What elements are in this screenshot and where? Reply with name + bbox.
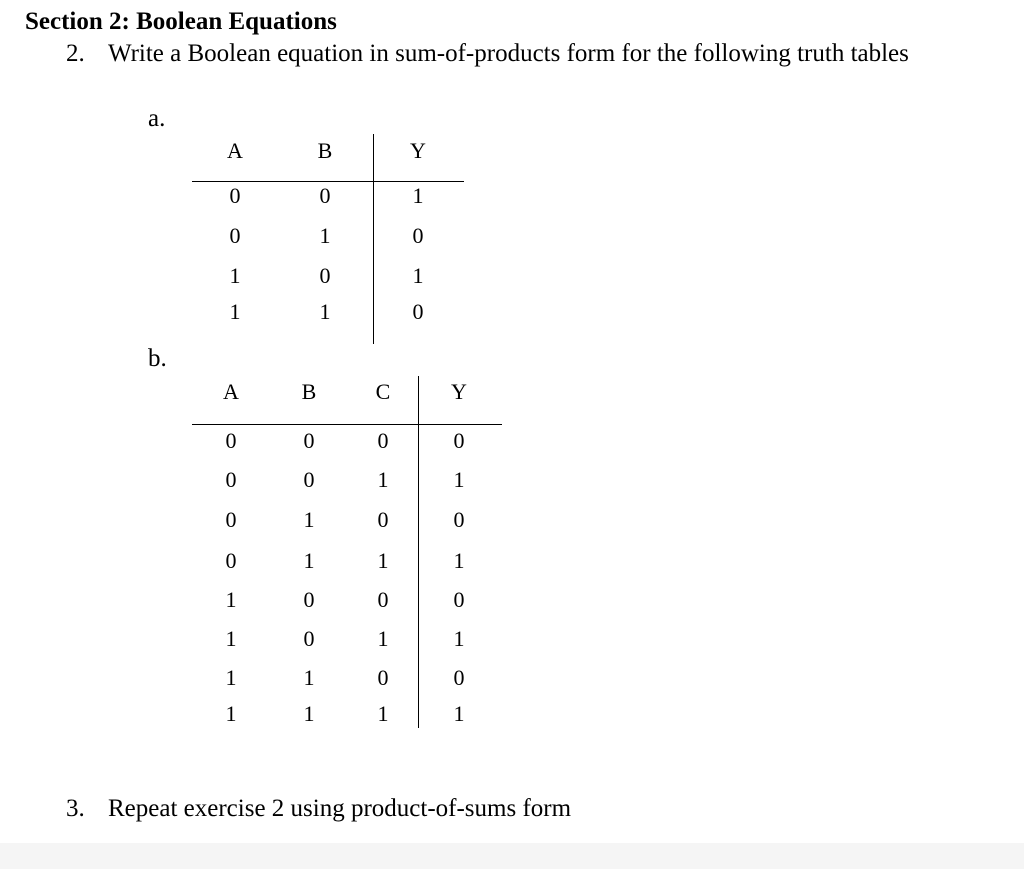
table-b-cell: 0 <box>453 587 465 612</box>
table-b-cell: 0 <box>303 428 315 453</box>
table-b-cell: 1 <box>377 548 389 573</box>
table-b-cell: 1 <box>377 626 389 651</box>
part-a-label: a. <box>148 105 166 132</box>
table-b-cell: 1 <box>303 548 315 573</box>
table-b-cell: 0 <box>377 665 389 690</box>
table-a-cell: 1 <box>319 299 331 324</box>
question-3-number: 3. <box>66 795 85 822</box>
table-b-cell: 0 <box>453 507 465 532</box>
table-b-header-b: B <box>301 379 317 404</box>
table-b-cell: 0 <box>453 428 465 453</box>
table-b-cell: 0 <box>303 626 315 651</box>
table-b-cell: 1 <box>225 626 237 651</box>
question-2 <box>66 39 909 69</box>
table-b-cell: 0 <box>225 507 237 532</box>
table-b-cell: 0 <box>225 548 237 573</box>
question-2-text: Write a Boolean equation in sum-of-products form for the following truth tables <box>108 40 909 67</box>
table-b-cell: 0 <box>303 587 315 612</box>
table-b-cell: 0 <box>303 467 315 492</box>
table-a-cell: 1 <box>319 223 331 248</box>
question-2-number: 2. <box>66 40 85 67</box>
table-a-output-divider <box>373 134 374 344</box>
table-b-cell: 1 <box>225 665 237 690</box>
table-b-cell: 1 <box>225 587 237 612</box>
question-3-text: Repeat exercise 2 using product-of-sums form <box>108 795 572 822</box>
table-b-cell: 1 <box>303 665 315 690</box>
table-b-cell: 0 <box>225 467 237 492</box>
table-a-header-a: A <box>227 138 243 163</box>
table-a-cell: 1 <box>412 183 424 208</box>
table-a-cell: 0 <box>412 299 424 324</box>
table-b-cell: 1 <box>453 626 465 651</box>
table-b-cell: 0 <box>377 587 389 612</box>
table-b-cell: 0 <box>225 428 237 453</box>
table-a-cell: 0 <box>319 263 331 288</box>
table-b-cell: 0 <box>377 507 389 532</box>
table-a-cell: 1 <box>229 263 241 288</box>
table-b-cell: 1 <box>303 507 315 532</box>
table-b-header-y: Y <box>451 379 467 404</box>
table-b-cell: 1 <box>377 701 389 726</box>
table-b-header-a: A <box>223 379 239 404</box>
table-a-cell: 1 <box>412 263 424 288</box>
table-b-header-c: C <box>375 379 391 404</box>
table-a-cell: 1 <box>229 299 241 324</box>
table-b-cell: 1 <box>453 548 465 573</box>
page-footer-band <box>0 843 1024 869</box>
table-a-cell: 0 <box>229 223 241 248</box>
question-3 <box>66 794 571 824</box>
table-b-output-divider <box>418 376 419 728</box>
table-b-cell: 1 <box>453 467 465 492</box>
table-a-cell: 0 <box>319 183 331 208</box>
table-b-cell: 0 <box>453 665 465 690</box>
part-b-label: b. <box>148 345 167 372</box>
table-a-cell: 0 <box>412 223 424 248</box>
table-b-cell: 1 <box>303 701 315 726</box>
table-a-cell: 0 <box>229 183 241 208</box>
section-title: Section 2: Boolean Equations <box>25 8 337 35</box>
table-b-cell: 0 <box>377 428 389 453</box>
table-b-cell: 1 <box>225 701 237 726</box>
table-a-header-rule <box>192 181 464 182</box>
table-b-cell: 1 <box>377 467 389 492</box>
table-b-cell: 1 <box>453 701 465 726</box>
table-b-header-rule <box>192 424 502 425</box>
table-a-header-b: B <box>317 138 333 163</box>
table-a-header-y: Y <box>410 138 426 163</box>
